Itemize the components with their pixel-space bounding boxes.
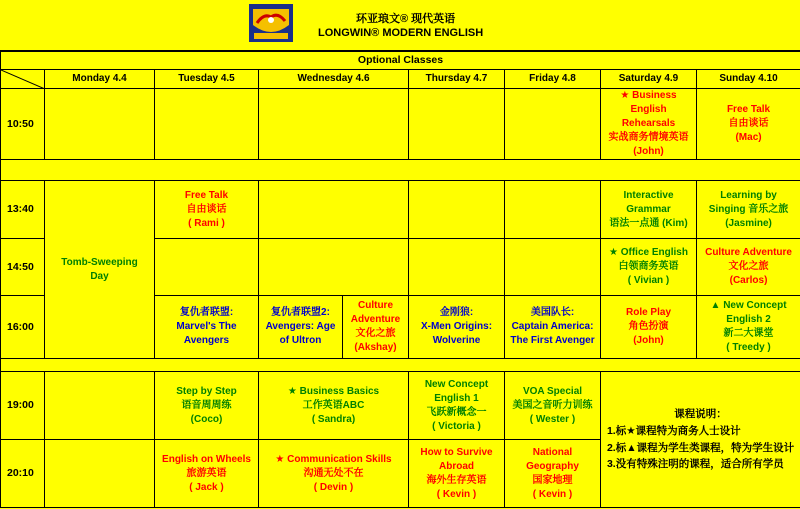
class-line: Wolverine (432, 335, 481, 346)
class-cell[interactable] (505, 440, 601, 508)
class-line: The First Avenger (510, 335, 595, 346)
empty-cell (155, 89, 259, 160)
diagonal-line (1, 70, 45, 89)
class-line: ( Kevin ) (436, 488, 477, 500)
class-line: 旅游英语 (186, 467, 227, 479)
class-line: Abroad (439, 460, 474, 472)
class-line: Marvel's The (176, 321, 237, 332)
class-line: ★ Communication Skills (275, 453, 392, 465)
class-line: ( Rami ) (188, 217, 225, 229)
class-line: X-Men Origins: (420, 321, 493, 332)
course-notes (607, 406, 794, 473)
empty-cell (409, 181, 505, 239)
class-line: Culture Adventure (705, 247, 792, 258)
class-line: Avengers (183, 335, 230, 346)
class-line: 角色扮演 (628, 321, 669, 332)
class-line: 金刚狼: (439, 307, 474, 318)
class-line: Grammar (626, 203, 671, 215)
class-line: 文化之旅 (355, 328, 396, 339)
time-label: 10:50 (1, 89, 45, 160)
class-line: Role Play (625, 307, 672, 318)
class-line: (Coco) (190, 413, 223, 425)
school-title-en: LONGWIN® MODERN ENGLISH (318, 27, 484, 39)
class-line: (Jasmine) (725, 217, 772, 229)
empty-cell (45, 372, 155, 440)
corner-cell (1, 70, 45, 89)
class-line: 复仇者联盟2: (271, 307, 330, 318)
class-line: ( Wester ) (529, 413, 576, 425)
class-cell[interactable] (697, 239, 800, 296)
class-line: (Akshay) (354, 342, 397, 353)
empty-cell (45, 89, 155, 160)
day-header: Tuesday 4.5 (155, 70, 259, 89)
class-line: Avengers: Age (265, 321, 336, 332)
notes-line: 2.标▲课程为学生类课程，特为学生设计 (606, 441, 795, 454)
time-label: 13:40 (1, 181, 45, 239)
class-cell[interactable] (601, 181, 697, 239)
holiday-cell (45, 181, 155, 359)
class-line: Step by Step (176, 385, 237, 397)
day-header: Thursday 4.7 (409, 70, 505, 89)
time-label: 20:10 (1, 440, 45, 508)
day-header: Friday 4.8 (505, 70, 601, 89)
notes-line: 3.没有特殊注明的课程，适合所有学员 (606, 458, 784, 471)
notes-heading: 课程说明： (674, 407, 727, 420)
class-line: ★ Business (620, 90, 677, 101)
class-line: ( Vivian ) (627, 275, 670, 286)
empty-cell (505, 239, 601, 296)
table-title: Optional Classes (1, 52, 800, 70)
class-line: 白领商务英语 (618, 261, 679, 272)
class-line: 文化之旅 (728, 261, 769, 272)
class-line: English Rehearsals (621, 104, 676, 129)
class-cell[interactable] (259, 440, 409, 508)
class-cell[interactable] (155, 296, 259, 359)
class-cell[interactable] (505, 296, 601, 359)
class-line: New Concept (424, 378, 489, 390)
class-cell[interactable] (601, 239, 697, 296)
class-cell[interactable] (409, 372, 505, 440)
empty-cell (259, 181, 409, 239)
class-cell[interactable] (697, 296, 800, 359)
class-cell[interactable] (505, 372, 601, 440)
holiday-line: Day (90, 270, 109, 282)
class-line: 自由谈话 (186, 203, 227, 215)
class-line: Singing 音乐之旅 (708, 203, 789, 215)
schedule-table (0, 51, 800, 508)
class-cell[interactable] (259, 296, 343, 359)
spacer-row (1, 160, 800, 181)
class-line: (John) (633, 146, 664, 157)
class-cell[interactable] (343, 296, 409, 359)
class-cell[interactable] (155, 181, 259, 239)
spacer-row (1, 359, 800, 372)
class-line: ( Sandra) (311, 413, 356, 425)
class-line: 沟通无处不在 (303, 467, 364, 479)
day-header: Wednesday 4.6 (259, 70, 409, 89)
class-cell[interactable] (155, 372, 259, 440)
notes-cell (601, 372, 800, 508)
empty-cell (505, 89, 601, 160)
class-line: ( Victoria ) (432, 420, 481, 432)
class-line: Free Talk (184, 189, 229, 201)
class-line: 海外生存英语 (426, 474, 487, 486)
class-line: 自由谈话 (728, 118, 769, 129)
class-line: 美国队长: (530, 307, 575, 318)
class-line: 美国之音听力训练 (512, 399, 593, 411)
class-line: ( Treedy ) (726, 342, 771, 353)
class-line: 国家地理 (532, 474, 573, 486)
class-line: ★ Business Basics (287, 385, 380, 397)
class-line: English on Wheels (162, 453, 251, 465)
class-line: VOA Special (522, 385, 583, 397)
class-cell[interactable] (409, 440, 505, 508)
empty-cell (45, 440, 155, 508)
class-line: 新二大课堂 (723, 328, 774, 339)
empty-cell (259, 239, 409, 296)
class-line: Learning by (720, 189, 777, 201)
class-cell[interactable] (697, 181, 800, 239)
class-line: 实战商务情境英语 (608, 132, 689, 143)
class-line: 语法一点通 (Kim) (609, 217, 688, 229)
class-line: Free Talk (726, 104, 771, 115)
class-line: Interactive (623, 189, 674, 201)
day-header: Sunday 4.10 (697, 70, 800, 89)
class-line: 工作英语ABC (302, 399, 365, 411)
class-line: Culture (358, 300, 393, 311)
empty-cell (409, 239, 505, 296)
class-line: Geography (526, 460, 579, 472)
notes-line: 1.标★课程特为商务人士设计 (606, 424, 741, 437)
class-cell[interactable] (601, 89, 697, 160)
class-line: (Carlos) (729, 275, 768, 286)
empty-cell (155, 239, 259, 296)
school-title-cn: 环亚琅文® 现代英语 (356, 13, 456, 25)
empty-cell (259, 89, 409, 160)
class-cell[interactable] (409, 296, 505, 359)
class-line: English 2 (726, 314, 771, 325)
day-header: Monday 4.4 (45, 70, 155, 89)
class-line: 复仇者联盟: (179, 307, 234, 318)
class-cell[interactable] (697, 89, 800, 160)
empty-cell (505, 181, 601, 239)
time-label: 19:00 (1, 372, 45, 440)
class-line: National (532, 446, 573, 458)
class-line: ★ Office English (609, 247, 688, 258)
class-line: English 1 (434, 392, 479, 404)
class-line: Captain America: (511, 321, 594, 332)
class-cell[interactable] (155, 440, 259, 508)
holiday-line: Tomb-Sweeping (61, 256, 138, 268)
class-cell[interactable] (601, 296, 697, 359)
class-line: (Mac) (735, 132, 762, 143)
day-header: Saturday 4.9 (601, 70, 697, 89)
class-cell[interactable] (259, 372, 409, 440)
empty-cell (409, 89, 505, 160)
time-label: 14:50 (1, 239, 45, 296)
class-line: 语音周周练 (181, 399, 232, 411)
class-line: ( Jack ) (189, 481, 224, 493)
class-line: How to Survive (420, 446, 493, 458)
class-line: (John) (633, 335, 664, 346)
class-line: ( Devin ) (313, 481, 354, 493)
longwin-logo (248, 3, 294, 43)
header (0, 0, 800, 51)
class-line: ▲ New Concept (710, 300, 787, 311)
class-line: of Ultron (279, 335, 322, 346)
time-label: 16:00 (1, 296, 45, 359)
class-line: Adventure (350, 314, 401, 325)
class-line: 飞跃新概念一 (426, 406, 487, 418)
class-line: ( Kevin ) (532, 488, 573, 500)
